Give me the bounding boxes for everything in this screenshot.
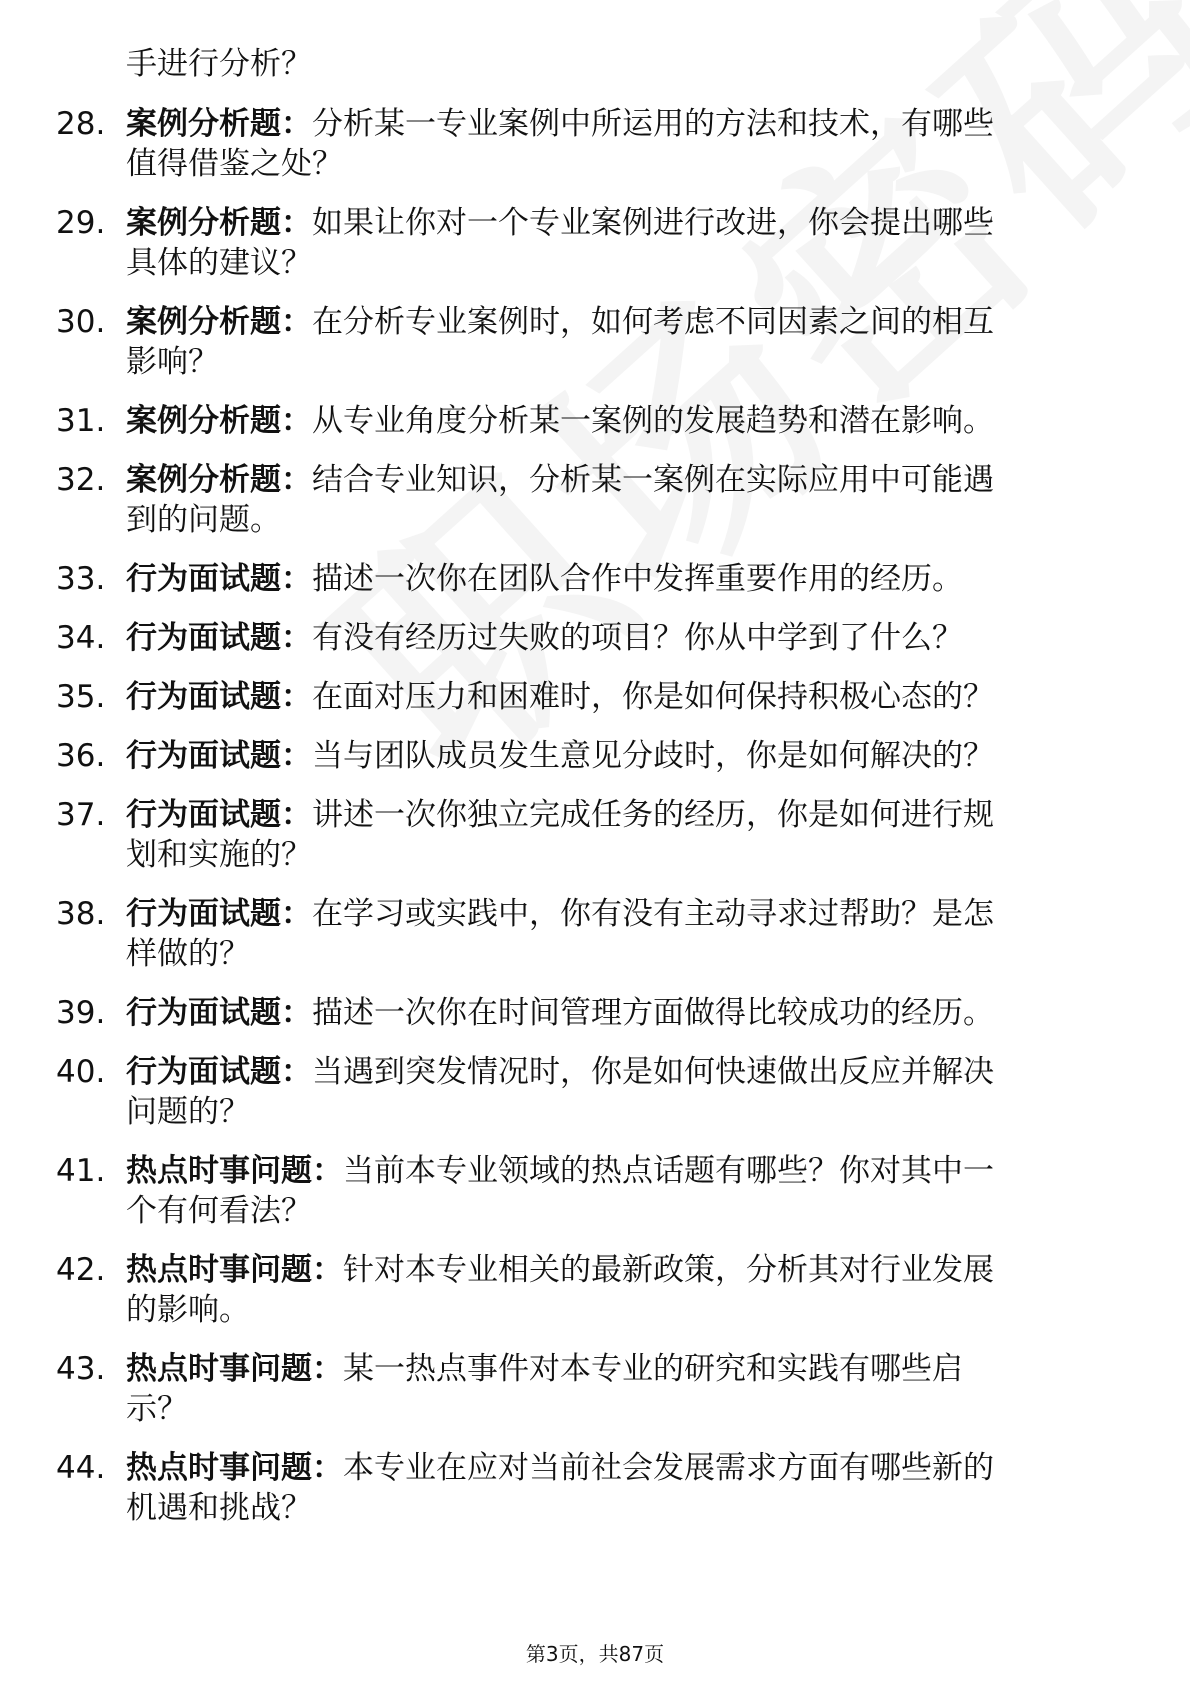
question-number: 43. bbox=[56, 1351, 106, 1387]
question-category: 行为面试题： bbox=[126, 738, 312, 774]
question-text-continued: 问题的？ bbox=[126, 1094, 250, 1130]
question-category: 行为面试题： bbox=[126, 896, 312, 932]
question-category: 行为面试题： bbox=[126, 797, 312, 833]
question-number: 30. bbox=[56, 304, 106, 340]
question-item bbox=[0, 1151, 1190, 1231]
question-list bbox=[0, 104, 1190, 1528]
question-number: 40. bbox=[56, 1054, 106, 1090]
question-category: 案例分析题： bbox=[126, 403, 312, 439]
question-text-continued: 到的问题。 bbox=[126, 502, 281, 538]
question-category: 案例分析题： bbox=[126, 462, 312, 498]
question-text: 在分析专业案例时，如何考虑不同因素之间的相互 bbox=[312, 304, 994, 340]
question-number: 36. bbox=[56, 738, 106, 774]
question-category: 案例分析题： bbox=[126, 106, 312, 142]
question-item bbox=[0, 1250, 1190, 1330]
question-text-continued: 影响？ bbox=[126, 344, 219, 380]
question-item bbox=[0, 302, 1190, 382]
question-category: 热点时事问题： bbox=[126, 1450, 343, 1486]
question-text-continued: 具体的建议？ bbox=[126, 245, 312, 281]
question-item bbox=[0, 736, 1190, 776]
document-body bbox=[0, 44, 1190, 1547]
question-text: 针对本专业相关的最新政策，分析其对行业发展 bbox=[343, 1252, 994, 1288]
question-text: 当前本专业领域的热点话题有哪些？你对其中一 bbox=[343, 1153, 994, 1189]
question-item bbox=[0, 203, 1190, 283]
question-text-continued: 样做的？ bbox=[126, 936, 250, 972]
question-item bbox=[0, 1349, 1190, 1429]
question-category: 案例分析题： bbox=[126, 205, 312, 241]
question-category: 案例分析题： bbox=[126, 304, 312, 340]
question-number: 29. bbox=[56, 205, 106, 241]
question-text-continued: 划和实施的？ bbox=[126, 837, 312, 873]
question-text: 如果让你对一个专业案例进行改进，你会提出哪些 bbox=[312, 205, 994, 241]
question-text-continued: 示？ bbox=[126, 1391, 188, 1427]
question-item bbox=[0, 1448, 1190, 1528]
continued-text: 手进行分析？ bbox=[126, 46, 312, 82]
question-text: 本专业在应对当前社会发展需求方面有哪些新的 bbox=[343, 1450, 994, 1486]
question-number: 34. bbox=[56, 620, 106, 656]
question-item bbox=[0, 795, 1190, 875]
question-text: 分析某一专业案例中所运用的方法和技术，有哪些 bbox=[312, 106, 994, 142]
question-text: 描述一次你在团队合作中发挥重要作用的经历。 bbox=[312, 561, 963, 597]
question-item bbox=[0, 460, 1190, 540]
question-number: 41. bbox=[56, 1153, 106, 1189]
question-text: 描述一次你在时间管理方面做得比较成功的经历。 bbox=[312, 995, 994, 1031]
question-category: 行为面试题： bbox=[126, 995, 312, 1031]
question-item bbox=[0, 677, 1190, 717]
question-number: 28. bbox=[56, 106, 106, 142]
question-category: 热点时事问题： bbox=[126, 1351, 343, 1387]
question-text: 当遇到突发情况时，你是如何快速做出反应并解决 bbox=[312, 1054, 994, 1090]
question-number: 35. bbox=[56, 679, 106, 715]
page-footer: 第3页，共87页 bbox=[525, 1642, 665, 1666]
question-category: 热点时事问题： bbox=[126, 1252, 343, 1288]
question-text: 在学习或实践中，你有没有主动寻求过帮助？是怎 bbox=[312, 896, 994, 932]
question-category: 行为面试题： bbox=[126, 679, 312, 715]
question-text: 某一热点事件对本专业的研究和实践有哪些启 bbox=[343, 1351, 963, 1387]
question-text: 讲述一次你独立完成任务的经历，你是如何进行规 bbox=[312, 797, 994, 833]
question-category: 行为面试题： bbox=[126, 620, 312, 656]
question-item bbox=[0, 1052, 1190, 1132]
question-number: 31. bbox=[56, 403, 106, 439]
question-number: 32. bbox=[56, 462, 106, 498]
question-text: 当与团队成员发生意见分歧时，你是如何解决的？ bbox=[312, 738, 994, 774]
question-text: 从专业角度分析某一案例的发展趋势和潜在影响。 bbox=[312, 403, 994, 439]
question-item bbox=[0, 993, 1190, 1033]
question-number: 37. bbox=[56, 797, 106, 833]
question-number: 38. bbox=[56, 896, 106, 932]
question-item bbox=[0, 894, 1190, 974]
question-text-continued: 机遇和挑战？ bbox=[126, 1490, 312, 1526]
question-category: 行为面试题： bbox=[126, 1054, 312, 1090]
question-text-continued: 的影响。 bbox=[126, 1292, 250, 1328]
question-text: 在面对压力和困难时，你是如何保持积极心态的？ bbox=[312, 679, 994, 715]
question-category: 热点时事问题： bbox=[126, 1153, 343, 1189]
question-text: 有没有经历过失败的项目？你从中学到了什么？ bbox=[312, 620, 963, 656]
question-text: 结合专业知识，分析某一案例在实际应用中可能遇 bbox=[312, 462, 994, 498]
question-item bbox=[0, 559, 1190, 599]
question-item bbox=[0, 401, 1190, 441]
question-text-continued: 值得借鉴之处？ bbox=[126, 146, 343, 182]
question-category: 行为面试题： bbox=[126, 561, 312, 597]
question-number: 44. bbox=[56, 1450, 106, 1486]
question-number: 42. bbox=[56, 1252, 106, 1288]
question-item bbox=[0, 104, 1190, 184]
question-number: 33. bbox=[56, 561, 106, 597]
question-item bbox=[0, 618, 1190, 658]
question-text-continued: 个有何看法？ bbox=[126, 1193, 312, 1229]
question-number: 39. bbox=[56, 995, 106, 1031]
